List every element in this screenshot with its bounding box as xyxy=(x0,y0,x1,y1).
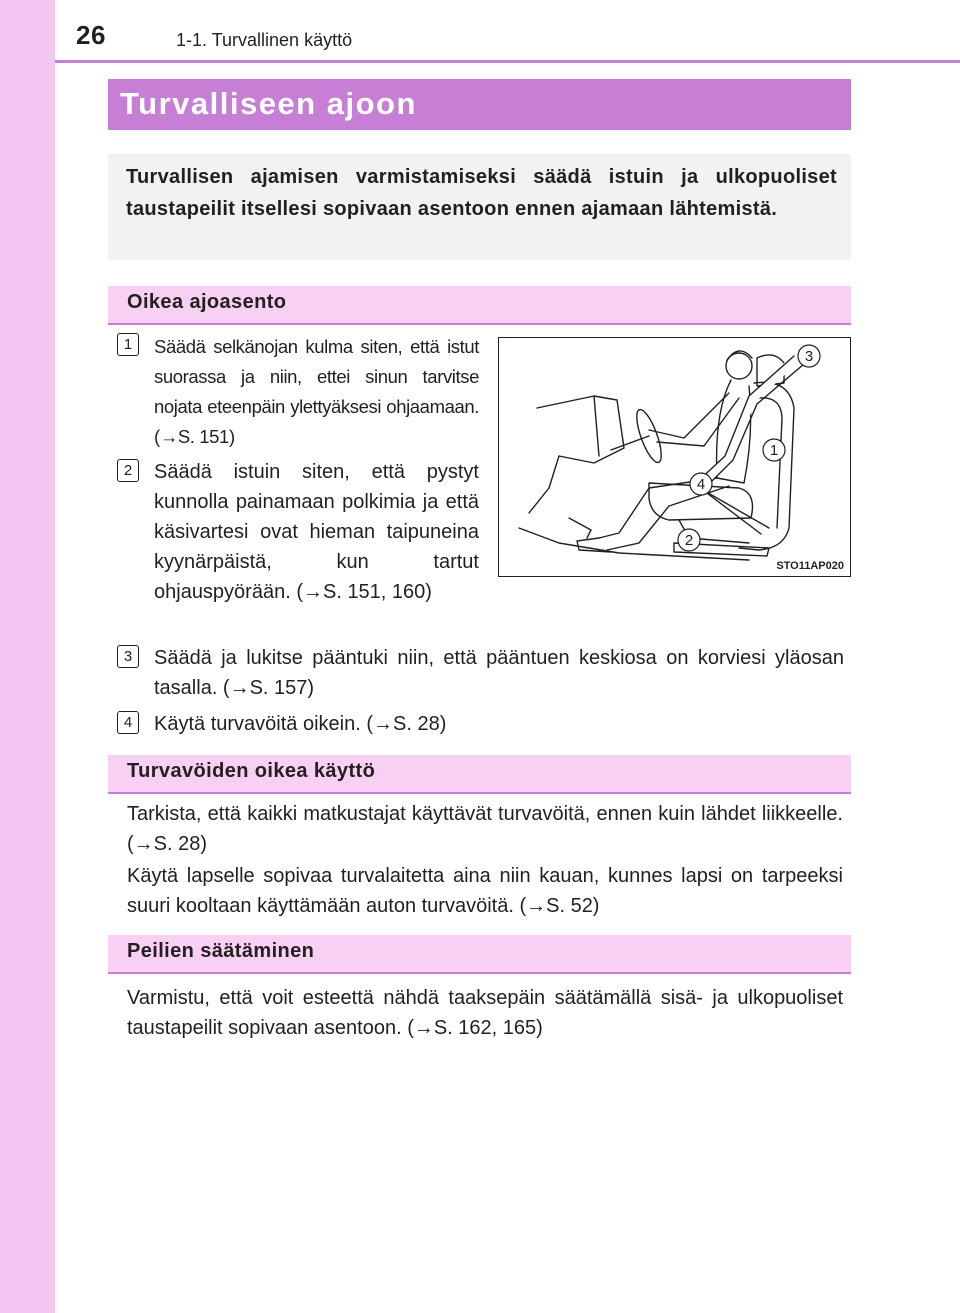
driver-seat-drawing xyxy=(499,338,850,576)
chapter-title: 1-1. Turvallinen käyttö xyxy=(176,30,353,50)
list-item: Säädä ja lukitse pääntuki niin, että pääntuen keskiosa on korviesi yläosan tasalla. (→S. 157) xyxy=(154,647,844,699)
paragraph: Varmistu, että voit esteettä nähdä taaksepäin säätämällä sisä- ja ulkopuoliset taustapeilit sopivaan asentoon. (→S. 162, 165) xyxy=(127,987,843,1039)
item-number: 3 xyxy=(117,645,139,668)
paragraph: Tarkista, että kaikki matkustajat käyttävät turvavöitä, ennen kuin lähdet liikkeelle. (→S. 28) xyxy=(127,803,843,855)
page-number: 26 xyxy=(76,20,106,50)
item-number: 4 xyxy=(117,711,139,734)
section-heading-label: Peilien säätäminen xyxy=(127,940,315,962)
page-title: Turvalliseen ajoon xyxy=(120,86,417,121)
callout-1: 1 xyxy=(769,442,779,459)
callout-2: 2 xyxy=(684,532,694,549)
item-number: 1 xyxy=(117,333,139,356)
header-rule xyxy=(55,60,960,63)
callout-4: 4 xyxy=(696,476,706,493)
figure-code: STO11AP020 xyxy=(776,560,844,572)
page-side-tab xyxy=(0,0,55,1313)
section-heading-label: Turvavöiden oikea käyttö xyxy=(127,760,376,782)
section-heading-seatbelts xyxy=(108,755,851,794)
intro-text: Turvallisen ajamisen varmistamiseksi säädä istuin ja ulkopuoliset taustapeilit itsellesi sopivaan asentoon ennen ajamaan lähtemistä. xyxy=(126,166,837,220)
item-number: 2 xyxy=(117,459,139,482)
driving-posture-illustration xyxy=(498,337,851,577)
callout-3: 3 xyxy=(804,348,814,365)
list-item: Käytä turvavöitä oikein. (→S. 28) xyxy=(154,713,447,735)
section-heading-label: Oikea ajoasento xyxy=(127,291,287,313)
section-heading-driving-posture xyxy=(108,286,851,325)
list-item: Säädä selkänojan kulma siten, että istut suorassa ja niin, ettei sinun tarvitse nojata eteenpäin ylettyäksesi ohjaamaan. (→S. 151) xyxy=(154,336,479,447)
paragraph: Käytä lapselle sopivaa turvalaitetta aina niin kauan, kunnes lapsi on tarpeeksi suuri kooltaan käyttämään auton turvavöitä. (→S. 52) xyxy=(127,865,843,917)
intro-box xyxy=(108,154,851,260)
section-heading-mirrors xyxy=(108,935,851,974)
list-item: Säädä istuin siten, että pystyt kunnolla painamaan polkimia ja että käsivartesi ovat hieman taipuneina kyynärpäistä, kun tartut ohjauspyörään. (→S. 151, 160) xyxy=(154,461,479,603)
page-title-bar xyxy=(108,79,851,130)
